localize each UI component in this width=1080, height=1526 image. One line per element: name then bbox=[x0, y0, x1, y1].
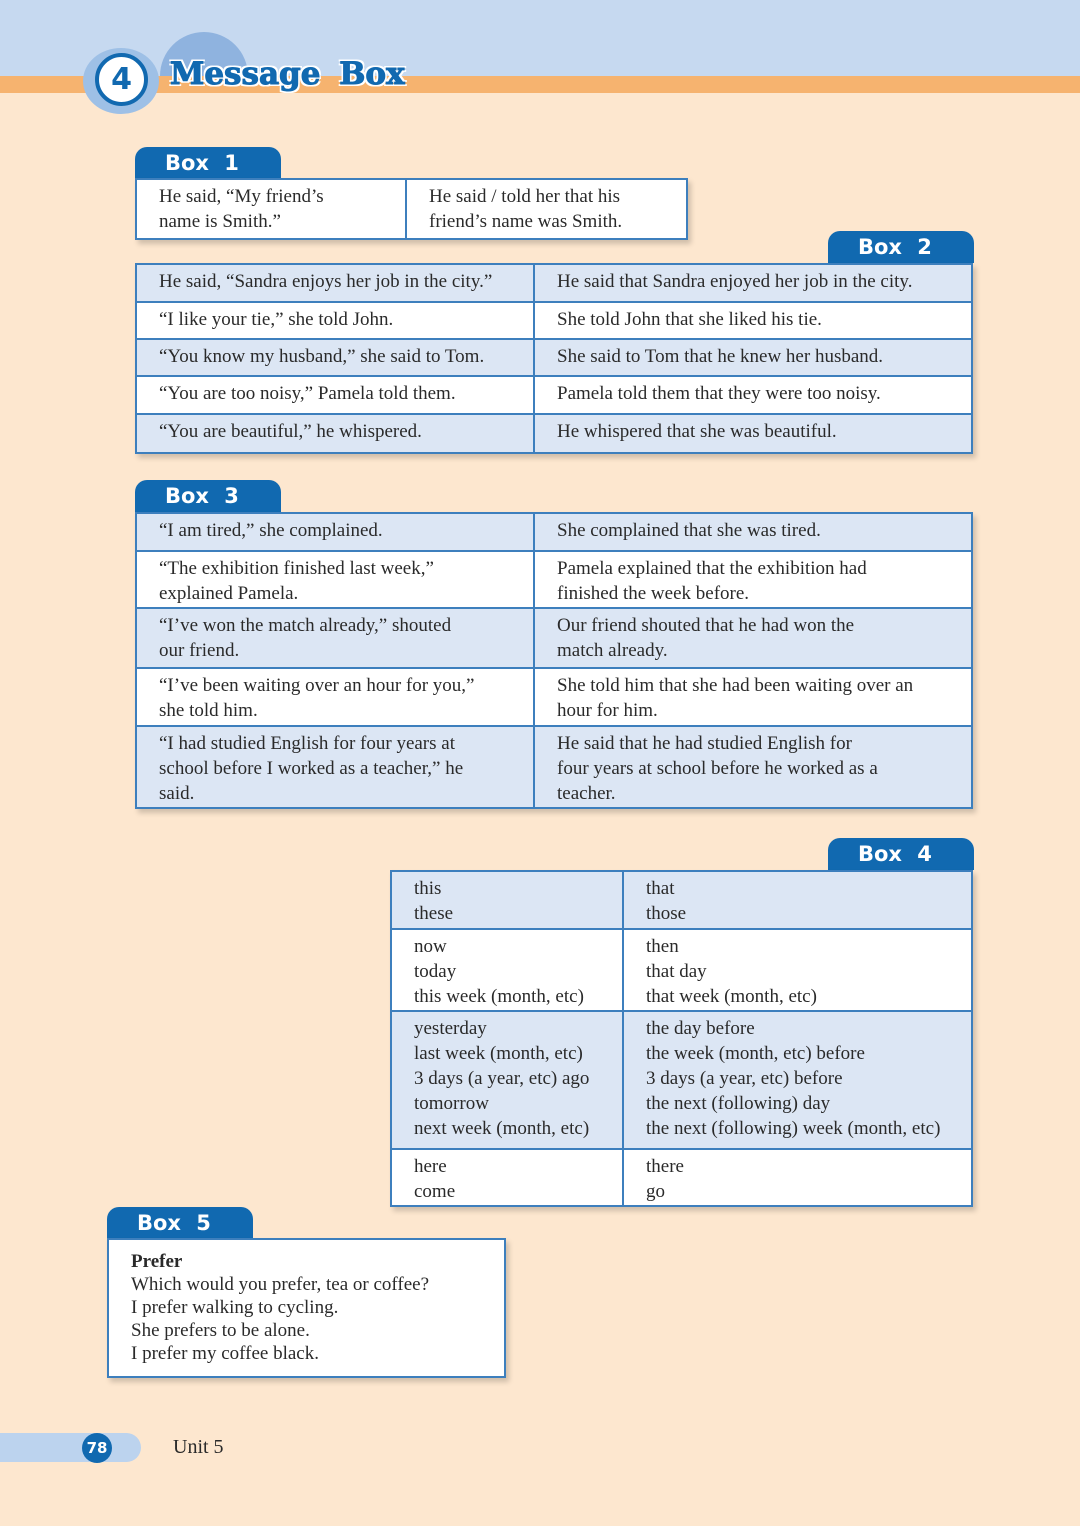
direct-speech-cell: “The exhibition finished last week,” explained Pamela. bbox=[136, 551, 534, 608]
box5-content bbox=[107, 1238, 506, 1378]
box5-line: I prefer my coffee black. bbox=[131, 1343, 319, 1364]
direct-speech-cell: “You are beautiful,” he whispered. bbox=[136, 414, 534, 453]
table-row bbox=[136, 551, 972, 608]
box1-table bbox=[135, 178, 688, 240]
box4-tab: Box 4 bbox=[828, 838, 974, 870]
table-row bbox=[136, 414, 972, 453]
section-number: 4 bbox=[95, 53, 148, 106]
table-row bbox=[391, 929, 972, 1011]
table-row bbox=[136, 264, 972, 302]
box5-line: She prefers to be alone. bbox=[131, 1320, 310, 1341]
direct-speech-cell: He said, “My friend’s name is Smith.” bbox=[136, 179, 406, 239]
reported-speech-cell: He said that Sandra enjoyed her job in the city. bbox=[534, 264, 972, 302]
header-stripe bbox=[0, 76, 1080, 93]
direct-speech-cell: “You are too noisy,” Pamela told them. bbox=[136, 376, 534, 414]
page-title: Message Box bbox=[170, 56, 405, 92]
direct-speech-cell: “I had studied English for four years at school before I worked as a teacher,” he said. bbox=[136, 726, 534, 808]
table-row bbox=[136, 302, 972, 339]
reported-speech-cell: Pamela told them that they were too noisy. bbox=[534, 376, 972, 414]
box1-tab: Box 1 bbox=[135, 147, 281, 179]
reported-speech-cell: there go bbox=[623, 1149, 972, 1206]
box5-line: I prefer walking to cycling. bbox=[131, 1297, 339, 1318]
table-row bbox=[136, 513, 972, 551]
table-row bbox=[391, 871, 972, 929]
direct-speech-cell: He said, “Sandra enjoys her job in the city.” bbox=[136, 264, 534, 302]
table-row bbox=[136, 726, 972, 808]
box5-heading: Prefer bbox=[131, 1251, 183, 1272]
reported-speech-cell: the day before the week (month, etc) before 3 days (a year, etc) before the next (following) day the next (following) week (month, etc) bbox=[623, 1011, 972, 1149]
reported-speech-cell: then that day that week (month, etc) bbox=[623, 929, 972, 1011]
reported-speech-cell: He said that he had studied English for four years at school before he worked as a teacher. bbox=[534, 726, 972, 808]
box2-table bbox=[135, 263, 973, 454]
direct-speech-cell: here come bbox=[391, 1149, 623, 1206]
table-row bbox=[136, 668, 972, 726]
footer-bar bbox=[0, 1433, 141, 1462]
page-number: 78 bbox=[82, 1433, 112, 1463]
box5-line: Which would you prefer, tea or coffee? bbox=[131, 1274, 429, 1295]
direct-speech-cell: “You know my husband,” she said to Tom. bbox=[136, 339, 534, 376]
reported-speech-cell: He whispered that she was beautiful. bbox=[534, 414, 972, 453]
direct-speech-cell: “I am tired,” she complained. bbox=[136, 513, 534, 551]
reported-speech-cell: She complained that she was tired. bbox=[534, 513, 972, 551]
box3-tab: Box 3 bbox=[135, 480, 281, 512]
box5-tab: Box 5 bbox=[107, 1207, 253, 1239]
reported-speech-cell: that those bbox=[623, 871, 972, 929]
box2-tab: Box 2 bbox=[828, 231, 974, 263]
reported-speech-cell: Our friend shouted that he had won the match already. bbox=[534, 608, 972, 668]
table-row bbox=[391, 1149, 972, 1206]
reported-speech-cell: She told him that she had been waiting over an hour for him. bbox=[534, 668, 972, 726]
direct-speech-cell: “I’ve been waiting over an hour for you,” she told him. bbox=[136, 668, 534, 726]
table-row bbox=[136, 376, 972, 414]
direct-speech-cell: “I like your tie,” she told John. bbox=[136, 302, 534, 339]
table-row bbox=[136, 179, 687, 239]
unit-label: Unit 5 bbox=[173, 1436, 224, 1458]
table-row bbox=[391, 1011, 972, 1149]
table-row bbox=[136, 608, 972, 668]
reported-speech-cell: Pamela explained that the exhibition had finished the week before. bbox=[534, 551, 972, 608]
table-row bbox=[136, 339, 972, 376]
reported-speech-cell: He said / told her that his friend’s name was Smith. bbox=[406, 179, 687, 239]
direct-speech-cell: now today this week (month, etc) bbox=[391, 929, 623, 1011]
direct-speech-cell: yesterday last week (month, etc) 3 days (a year, etc) ago tomorrow next week (month, etc) bbox=[391, 1011, 623, 1149]
box4-table bbox=[390, 870, 973, 1207]
reported-speech-cell: She told John that she liked his tie. bbox=[534, 302, 972, 339]
direct-speech-cell: this these bbox=[391, 871, 623, 929]
box3-table bbox=[135, 512, 973, 809]
reported-speech-cell: She said to Tom that he knew her husband. bbox=[534, 339, 972, 376]
direct-speech-cell: “I’ve won the match already,” shouted our friend. bbox=[136, 608, 534, 668]
